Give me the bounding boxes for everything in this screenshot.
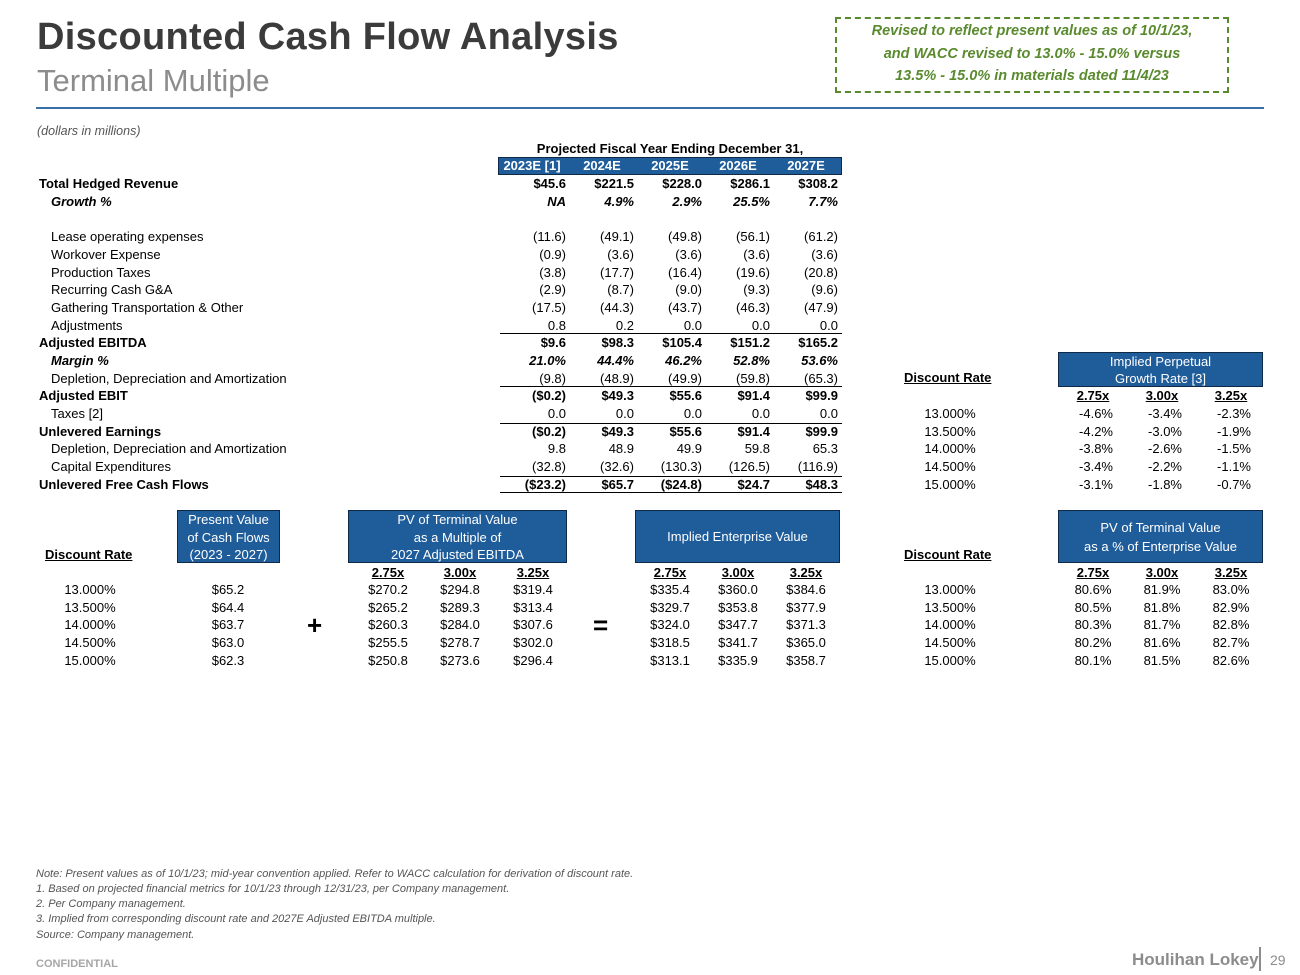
- discount-rate-cell: 14.000%: [924, 617, 976, 632]
- projection-cell: NA: [547, 194, 566, 209]
- pv-terminal-cell: $278.7: [440, 635, 480, 650]
- projection-cell: $99.9: [805, 424, 838, 439]
- projection-cell: 65.3: [812, 441, 838, 456]
- pv-terminal-header-line: as a Multiple of: [413, 529, 502, 545]
- pv-terminal-cell: $250.8: [368, 653, 408, 668]
- row-label: Margin %: [51, 353, 109, 368]
- projection-cell: (65.3): [804, 371, 838, 386]
- rule-line: [500, 423, 842, 424]
- projection-cell: 49.9: [676, 441, 702, 456]
- growth-cell: -3.8%: [1079, 441, 1113, 456]
- pv-terminal-cell: $313.4: [513, 600, 553, 615]
- discount-rate-cell: 13.500%: [64, 600, 116, 615]
- enterprise-value-cell: $384.6: [786, 582, 826, 597]
- projection-cell: ($0.2): [532, 424, 566, 439]
- row-label: Taxes [2]: [51, 406, 104, 421]
- projection-cell: 25.5%: [733, 194, 770, 209]
- footnote: Note: Present values as of 10/1/23; mid-year convention applied. Refer to WACC calculation for derivation of discount rate.: [36, 868, 634, 880]
- growth-header-line: Growth Rate [3]: [1114, 371, 1207, 386]
- enterprise-value-cell: $353.8: [718, 600, 758, 615]
- multiple-header: 2.75x: [1076, 565, 1110, 580]
- projection-cell: $105.4: [662, 335, 702, 350]
- discount-rate-cell: 14.000%: [64, 617, 116, 632]
- row-label: Unlevered Earnings: [39, 424, 162, 439]
- enterprise-value-cell: $329.7: [650, 600, 690, 615]
- projection-cell: (19.6): [736, 265, 770, 280]
- projection-cell: 4.9%: [604, 194, 634, 209]
- units-note: (dollars in millions): [37, 124, 141, 138]
- enterprise-value-cell: $377.9: [786, 600, 826, 615]
- tv-pct-ev-cell: 81.6%: [1143, 635, 1181, 650]
- projection-cell: 0.8: [547, 318, 566, 333]
- multiple-header: 3.25x: [789, 565, 823, 580]
- multiple-header: 3.00x: [1145, 388, 1179, 403]
- projection-cell: 0.0: [751, 406, 770, 421]
- page-title: Discounted Cash Flow Analysis: [37, 16, 619, 58]
- growth-cell: -2.6%: [1148, 441, 1182, 456]
- row-label: Total Hedged Revenue: [39, 176, 179, 191]
- equals-operator: =: [593, 610, 609, 640]
- projection-cell: (32.6): [600, 459, 634, 474]
- row-label: Depletion, Depreciation and Amortization: [51, 371, 287, 386]
- projection-cell: (8.7): [607, 282, 634, 297]
- projection-cell: 7.7%: [808, 194, 838, 209]
- company-logo: Houlihan Lokey: [1132, 950, 1259, 969]
- projection-cell: (20.8): [804, 265, 838, 280]
- projection-cell: 59.8: [744, 441, 770, 456]
- multiple-header: 3.25x: [516, 565, 550, 580]
- growth-cell: -4.6%: [1079, 406, 1113, 421]
- pv-cash-flow-cell: $65.2: [211, 582, 245, 597]
- projection-cell: $151.2: [730, 335, 770, 350]
- growth-cell: -0.7%: [1217, 477, 1251, 492]
- period-title: Projected Fiscal Year Ending December 31,: [536, 141, 804, 156]
- discount-rate-cell: 15.000%: [924, 477, 976, 492]
- projection-cell: (49.1): [600, 229, 634, 244]
- projection-cell: 46.2%: [665, 353, 702, 368]
- growth-cell: -2.2%: [1148, 459, 1182, 474]
- footnote: 3. Implied from corresponding discount rate and 2027E Adjusted EBITDA multiple.: [36, 913, 436, 925]
- pv-terminal-cell: $255.5: [368, 635, 408, 650]
- pv-cash-flow-cell: $64.4: [211, 600, 245, 615]
- discount-rate-cell: 13.000%: [924, 406, 976, 421]
- projection-cell: (44.3): [600, 300, 634, 315]
- discount-rate-cell: 14.500%: [64, 635, 116, 650]
- pv-terminal-cell: $294.8: [440, 582, 480, 597]
- rule-line: [500, 492, 842, 493]
- enterprise-value-cell: $371.3: [786, 617, 826, 632]
- multiple-header: 3.00x: [443, 565, 477, 580]
- projection-cell: (11.6): [533, 229, 566, 244]
- revision-line: and WACC revised to 13.0% - 15.0% versus: [883, 45, 1181, 62]
- tv-pct-ev-cell: 80.6%: [1074, 582, 1112, 597]
- enterprise-value-cell: $313.1: [650, 653, 690, 668]
- page-number: 29: [1270, 952, 1286, 968]
- projection-cell: $91.4: [737, 424, 770, 439]
- growth-cell: -4.2%: [1079, 424, 1113, 439]
- pv-terminal-cell: $319.4: [513, 582, 553, 597]
- discount-rate-cell: 14.000%: [924, 441, 976, 456]
- growth-cell: -1.5%: [1217, 441, 1251, 456]
- projection-cell: (3.6): [811, 247, 838, 262]
- discount-rate-cell: 15.000%: [924, 653, 976, 668]
- projection-cell: $24.7: [737, 477, 770, 492]
- projection-cell: $65.7: [601, 477, 634, 492]
- multiple-header: 3.25x: [1214, 388, 1248, 403]
- tv-pct-ev-cell: 82.8%: [1212, 617, 1250, 632]
- projection-cell: (0.9): [539, 247, 566, 262]
- pv-terminal-cell: $265.2: [368, 600, 408, 615]
- rule-line: [500, 386, 842, 387]
- discount-rate-cell: 14.500%: [924, 635, 976, 650]
- pv-cash-flow-header-line: Present Value: [188, 512, 269, 527]
- pv-terminal-cell: $302.0: [513, 635, 553, 650]
- enterprise-value-cell: $335.4: [650, 582, 690, 597]
- tv-pct-ev-header-line: as a % of Enterprise Value: [1084, 539, 1237, 554]
- year-column-header: 2026E: [719, 158, 757, 173]
- projection-cell: (46.3): [736, 300, 770, 315]
- footnote: Source: Company management.: [36, 929, 195, 941]
- year-column-header: 2023E [1]: [503, 158, 561, 173]
- multiple-header: 3.00x: [1145, 565, 1179, 580]
- tv-pct-ev-cell: 82.7%: [1212, 635, 1250, 650]
- projection-cell: 0.0: [751, 318, 770, 333]
- projection-cell: ($23.2): [524, 477, 566, 492]
- pv-terminal-cell: $273.6: [440, 653, 480, 668]
- projection-cell: $45.6: [533, 176, 566, 191]
- projection-cell: (3.6): [675, 247, 702, 262]
- enterprise-value-header: Implied Enterprise Value: [635, 510, 840, 563]
- projection-cell: 0.0: [683, 406, 702, 421]
- page-subtitle: Terminal Multiple: [37, 63, 270, 98]
- projection-cell: (9.0): [675, 282, 702, 297]
- discount-rate-cell: 13.500%: [924, 424, 976, 439]
- projection-cell: $55.6: [669, 424, 702, 439]
- tv-pct-ev-header-line: PV of Terminal Value: [1100, 520, 1221, 535]
- pv-terminal-cell: $289.3: [440, 600, 480, 615]
- growth-cell: -3.0%: [1148, 424, 1182, 439]
- growth-cell: -3.4%: [1148, 406, 1182, 421]
- footnote: 2. Per Company management.: [36, 898, 186, 910]
- pv-terminal-header: [348, 510, 567, 563]
- confidential-label: CONFIDENTIAL: [36, 958, 118, 970]
- pv-terminal-header-line: PV of Terminal Value: [397, 512, 518, 527]
- growth-header-line: Implied Perpetual: [1109, 354, 1212, 369]
- projection-cell: 0.0: [615, 406, 634, 421]
- projection-cell: (43.7): [668, 300, 702, 315]
- pv-terminal-cell: $270.2: [368, 582, 408, 597]
- projection-cell: (49.8): [668, 229, 702, 244]
- projection-cell: $49.3: [601, 424, 634, 439]
- pv-cash-flow-header-line: of Cash Flows: [187, 529, 270, 545]
- discount-rate-cell: 13.000%: [924, 582, 976, 597]
- row-label: Recurring Cash G&A: [51, 282, 173, 297]
- projection-cell: ($24.8): [660, 477, 702, 492]
- projection-cell: (17.7): [600, 265, 634, 280]
- enterprise-value-cell: $341.7: [718, 635, 758, 650]
- row-label: Unlevered Free Cash Flows: [39, 477, 209, 492]
- row-label: Depletion, Depreciation and Amortization: [51, 441, 287, 456]
- projection-cell: $55.6: [669, 388, 702, 403]
- tv-pct-ev-cell: 80.3%: [1074, 617, 1112, 632]
- growth-cell: -1.9%: [1217, 424, 1251, 439]
- projection-cell: $165.2: [798, 335, 838, 350]
- pv-cash-flow-cell: $62.3: [211, 653, 245, 668]
- pv-terminal-cell: $307.6: [513, 617, 553, 632]
- year-column-header: 2025E: [651, 158, 689, 173]
- year-column-header: 2027E: [787, 158, 825, 173]
- enterprise-value-cell: $347.7: [718, 617, 758, 632]
- projection-cell: (56.1): [736, 229, 770, 244]
- projection-cell: (116.9): [797, 459, 838, 474]
- enterprise-value-cell: $324.0: [650, 617, 690, 632]
- multiple-header: 3.00x: [721, 565, 755, 580]
- multiple-header: 2.75x: [653, 565, 687, 580]
- row-label: Lease operating expenses: [51, 229, 204, 244]
- title-rule: [36, 107, 1264, 109]
- projection-cell: 48.9: [608, 441, 634, 456]
- rule-line: [500, 476, 842, 477]
- projection-cell: 2.9%: [672, 194, 702, 209]
- tv-pct-ev-cell: 82.6%: [1212, 653, 1250, 668]
- projection-cell: (48.9): [600, 371, 634, 386]
- tv-pct-ev-cell: 83.0%: [1212, 582, 1250, 597]
- tv-pct-ev-cell: 80.5%: [1074, 600, 1112, 615]
- projection-cell: 53.6%: [801, 353, 838, 368]
- projection-cell: $48.3: [805, 477, 838, 492]
- row-label: Adjusted EBITDA: [39, 335, 147, 350]
- footnote: 1. Based on projected financial metrics for 10/1/23 through 12/31/23, per Company management.: [36, 883, 510, 895]
- tv-pct-ev-cell: 81.9%: [1143, 582, 1181, 597]
- tv-pct-ev-cell: 80.2%: [1074, 635, 1112, 650]
- row-label: Growth %: [51, 194, 112, 209]
- projection-cell: (130.3): [660, 459, 702, 474]
- growth-cell: -1.1%: [1217, 459, 1251, 474]
- projection-cell: 0.0: [547, 406, 566, 421]
- enterprise-value-cell: $318.5: [650, 635, 690, 650]
- projection-cell: $98.3: [601, 335, 634, 350]
- row-label: Workover Expense: [51, 247, 161, 262]
- projection-cell: (32.8): [532, 459, 566, 474]
- projection-cell: 0.0: [819, 406, 838, 421]
- row-label: Production Taxes: [51, 265, 151, 280]
- projection-cell: (59.8): [736, 371, 770, 386]
- projection-cell: 21.0%: [529, 353, 566, 368]
- projection-cell: 0.0: [683, 318, 702, 333]
- year-column-header: 2024E: [583, 158, 621, 173]
- projection-cell: $228.0: [662, 176, 702, 191]
- tv-pct-ev-cell: 82.9%: [1212, 600, 1250, 615]
- projection-cell: (3.8): [539, 265, 566, 280]
- growth-cell: -1.8%: [1148, 477, 1182, 492]
- projection-cell: 0.2: [615, 318, 634, 333]
- projection-cell: 44.4%: [597, 353, 634, 368]
- discount-rate-cell: 13.000%: [64, 582, 116, 597]
- growth-cell: -2.3%: [1217, 406, 1251, 421]
- revision-line: Revised to reflect present values as of 10/1/23,: [871, 23, 1193, 39]
- pv-terminal-header-line: 2027 Adjusted EBITDA: [391, 547, 524, 562]
- projection-cell: (126.5): [728, 459, 770, 474]
- pv-terminal-cell: $284.0: [440, 617, 480, 632]
- row-label: Capital Expenditures: [51, 459, 171, 474]
- revision-line: 13.5% - 15.0% in materials dated 11/4/23: [895, 68, 1169, 84]
- projection-cell: $308.2: [798, 176, 838, 191]
- pv-terminal-cell: $260.3: [368, 617, 408, 632]
- discount-rate-header: Discount Rate: [904, 547, 992, 562]
- projection-cell: 0.0: [819, 318, 838, 333]
- multiple-header: 2.75x: [1076, 388, 1110, 403]
- row-label: Adjusted EBIT: [39, 388, 128, 403]
- discount-rate-cell: 15.000%: [64, 653, 116, 668]
- discount-rate-header: Discount Rate: [904, 370, 992, 385]
- growth-header: [1058, 352, 1263, 387]
- discount-rate-header: Discount Rate: [45, 547, 133, 562]
- tv-pct-ev-header: [1058, 510, 1263, 563]
- projection-cell: ($0.2): [532, 388, 566, 403]
- projection-cell: (17.5): [532, 300, 566, 315]
- tv-pct-ev-cell: 80.1%: [1074, 653, 1112, 668]
- pv-cash-flow-cell: $63.0: [211, 635, 245, 650]
- projection-cell: (3.6): [607, 247, 634, 262]
- multiple-header: 2.75x: [371, 565, 405, 580]
- growth-cell: -3.4%: [1079, 459, 1113, 474]
- projection-cell: (9.3): [743, 282, 770, 297]
- tv-pct-ev-cell: 81.8%: [1143, 600, 1181, 615]
- footer-divider: [1259, 947, 1261, 971]
- row-label: Gathering Transportation & Other: [51, 300, 244, 315]
- pv-cash-flow-cell: $63.7: [211, 617, 245, 632]
- enterprise-value-cell: $360.0: [718, 582, 758, 597]
- projection-cell: (3.6): [743, 247, 770, 262]
- projection-cell: (16.4): [668, 265, 702, 280]
- discount-rate-cell: 14.500%: [924, 459, 976, 474]
- projection-cell: $221.5: [594, 176, 634, 191]
- enterprise-value-cell: $365.0: [786, 635, 826, 650]
- growth-cell: -3.1%: [1079, 477, 1113, 492]
- projection-cell: $286.1: [730, 176, 770, 191]
- projection-cell: (61.2): [804, 229, 838, 244]
- revision-callout: [835, 17, 1229, 93]
- projection-cell: 9.8: [547, 441, 566, 456]
- multiple-header: 3.25x: [1214, 565, 1248, 580]
- pv-terminal-cell: $296.4: [513, 653, 553, 668]
- tv-pct-ev-cell: 81.5%: [1143, 653, 1181, 668]
- projection-cell: (49.9): [668, 371, 702, 386]
- rule-line: [500, 333, 842, 334]
- projection-cell: $49.3: [601, 388, 634, 403]
- projection-cell: (2.9): [539, 282, 566, 297]
- pv-cash-flow-header-line: (2023 - 2027): [189, 547, 268, 562]
- enterprise-value-cell: $358.7: [786, 653, 826, 668]
- projection-cell: $91.4: [737, 388, 770, 403]
- projection-cell: (9.8): [539, 371, 566, 386]
- discount-rate-cell: 13.500%: [924, 600, 976, 615]
- pv-cash-flow-header: [177, 510, 280, 563]
- projection-cell: (47.9): [804, 300, 838, 315]
- tv-pct-ev-cell: 81.7%: [1143, 617, 1181, 632]
- projection-cell: 52.8%: [733, 353, 770, 368]
- row-label: Adjustments: [51, 318, 123, 333]
- plus-operator: +: [307, 610, 323, 640]
- enterprise-value-cell: $335.9: [718, 653, 758, 668]
- projection-cell: (9.6): [811, 282, 838, 297]
- projection-cell: $99.9: [805, 388, 838, 403]
- projection-cell: $9.6: [540, 335, 566, 350]
